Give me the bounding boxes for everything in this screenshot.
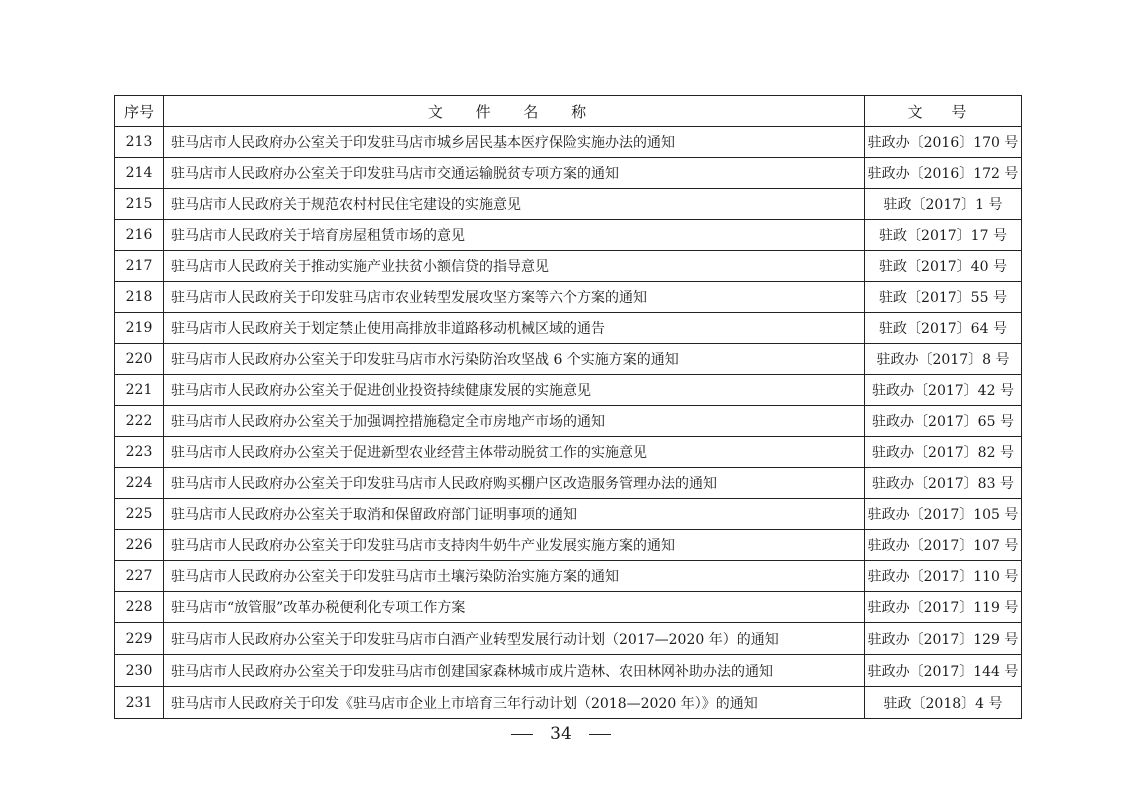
table-row <box>115 189 1022 220</box>
row-seq: 225 <box>115 499 164 530</box>
row-seq: 220 <box>115 344 164 375</box>
row-seq: 224 <box>115 468 164 499</box>
row-name: 驻马店市人民政府办公室关于印发驻马店市人民政府购买棚户区改造服务管理办法的通知 <box>164 468 865 499</box>
row-seq: 230 <box>115 655 164 687</box>
row-name: 驻马店市人民政府办公室关于印发驻马店市创建国家森林城市成片造林、农田林网补助办法的通知 <box>164 655 865 687</box>
row-name: 驻马店市人民政府关于印发《驻马店市企业上市培育三年行动计划（2018—2020 年）》的通知 <box>164 687 865 719</box>
row-name: 驻马店市人民政府办公室关于取消和保留政府部门证明事项的通知 <box>164 499 865 530</box>
row-num: 驻政〔2017〕40 号 <box>865 251 1022 282</box>
row-name: 驻马店市人民政府办公室关于印发驻马店市支持肉牛奶牛产业发展实施方案的通知 <box>164 530 865 561</box>
row-num: 驻政办〔2017〕129 号 <box>865 623 1022 655</box>
row-seq: 222 <box>115 406 164 437</box>
table-row <box>115 687 1022 719</box>
header-num: 文 号 <box>865 96 1022 127</box>
table-row <box>115 623 1022 655</box>
row-name: 驻马店市人民政府关于培育房屋租赁市场的意见 <box>164 220 865 251</box>
row-num: 驻政办〔2017〕65 号 <box>865 406 1022 437</box>
row-name: 驻马店市人民政府关于推动实施产业扶贫小额信贷的指导意见 <box>164 251 865 282</box>
table-row <box>115 530 1022 561</box>
table-row <box>115 220 1022 251</box>
row-name: 驻马店市人民政府办公室关于印发驻马店市白酒产业转型发展行动计划（2017—2020 年）的通知 <box>164 623 865 655</box>
table-row <box>115 499 1022 530</box>
row-seq: 213 <box>115 127 164 158</box>
table-row <box>115 375 1022 406</box>
header-name: 文 件 名 称 <box>164 96 865 127</box>
table-row <box>115 468 1022 499</box>
row-num: 驻政〔2017〕64 号 <box>865 313 1022 344</box>
row-num: 驻政办〔2017〕144 号 <box>865 655 1022 687</box>
row-name: 驻马店市人民政府办公室关于促进新型农业经营主体带动脱贫工作的实施意见 <box>164 437 865 468</box>
row-seq: 223 <box>115 437 164 468</box>
row-seq: 228 <box>115 592 164 623</box>
document-list-table <box>114 95 1022 719</box>
row-seq: 229 <box>115 623 164 655</box>
table-row <box>115 313 1022 344</box>
table-row <box>115 437 1022 468</box>
row-seq: 216 <box>115 220 164 251</box>
row-num: 驻政〔2018〕4 号 <box>865 687 1022 719</box>
row-num: 驻政办〔2017〕107 号 <box>865 530 1022 561</box>
row-seq: 226 <box>115 530 164 561</box>
row-seq: 214 <box>115 158 164 189</box>
row-seq: 231 <box>115 687 164 719</box>
header-seq: 序号 <box>115 96 164 127</box>
row-name: 驻马店市人民政府办公室关于印发驻马店市交通运输脱贫专项方案的通知 <box>164 158 865 189</box>
table-row <box>115 282 1022 313</box>
row-seq: 215 <box>115 189 164 220</box>
table-row <box>115 344 1022 375</box>
row-num: 驻政办〔2017〕105 号 <box>865 499 1022 530</box>
row-num: 驻政〔2017〕1 号 <box>865 189 1022 220</box>
row-seq: 227 <box>115 561 164 592</box>
row-num: 驻政〔2017〕55 号 <box>865 282 1022 313</box>
table-row <box>115 158 1022 189</box>
page-number: 34 <box>550 724 572 744</box>
row-num: 驻政办〔2017〕8 号 <box>865 344 1022 375</box>
row-seq: 221 <box>115 375 164 406</box>
row-name: 驻马店市人民政府办公室关于促进创业投资持续健康发展的实施意见 <box>164 375 865 406</box>
row-name: 驻马店市人民政府关于规范农村村民住宅建设的实施意见 <box>164 189 865 220</box>
table-row <box>115 655 1022 687</box>
row-num: 驻政办〔2017〕83 号 <box>865 468 1022 499</box>
row-name: 驻马店市“放管服”改革办税便利化专项工作方案 <box>164 592 865 623</box>
footer-dash-right <box>589 734 611 735</box>
row-name: 驻马店市人民政府办公室关于印发驻马店市城乡居民基本医疗保险实施办法的通知 <box>164 127 865 158</box>
row-num: 驻政办〔2017〕119 号 <box>865 592 1022 623</box>
row-name: 驻马店市人民政府办公室关于印发驻马店市水污染防治攻坚战 6 个实施方案的通知 <box>164 344 865 375</box>
row-seq: 219 <box>115 313 164 344</box>
table-row <box>115 406 1022 437</box>
table-row <box>115 251 1022 282</box>
row-num: 驻政办〔2016〕170 号 <box>865 127 1022 158</box>
page-footer <box>0 724 1122 744</box>
row-name: 驻马店市人民政府办公室关于加强调控措施稳定全市房地产市场的通知 <box>164 406 865 437</box>
row-seq: 218 <box>115 282 164 313</box>
row-name: 驻马店市人民政府关于印发驻马店市农业转型发展攻坚方案等六个方案的通知 <box>164 282 865 313</box>
row-num: 驻政办〔2016〕172 号 <box>865 158 1022 189</box>
footer-dash-left <box>511 734 533 735</box>
row-num: 驻政〔2017〕17 号 <box>865 220 1022 251</box>
table-row <box>115 127 1022 158</box>
row-name: 驻马店市人民政府关于划定禁止使用高排放非道路移动机械区域的通告 <box>164 313 865 344</box>
table-row <box>115 561 1022 592</box>
row-num: 驻政办〔2017〕110 号 <box>865 561 1022 592</box>
table-row <box>115 592 1022 623</box>
row-num: 驻政办〔2017〕42 号 <box>865 375 1022 406</box>
table-header-row <box>115 96 1022 127</box>
row-name: 驻马店市人民政府办公室关于印发驻马店市土壤污染防治实施方案的通知 <box>164 561 865 592</box>
row-seq: 217 <box>115 251 164 282</box>
row-num: 驻政办〔2017〕82 号 <box>865 437 1022 468</box>
